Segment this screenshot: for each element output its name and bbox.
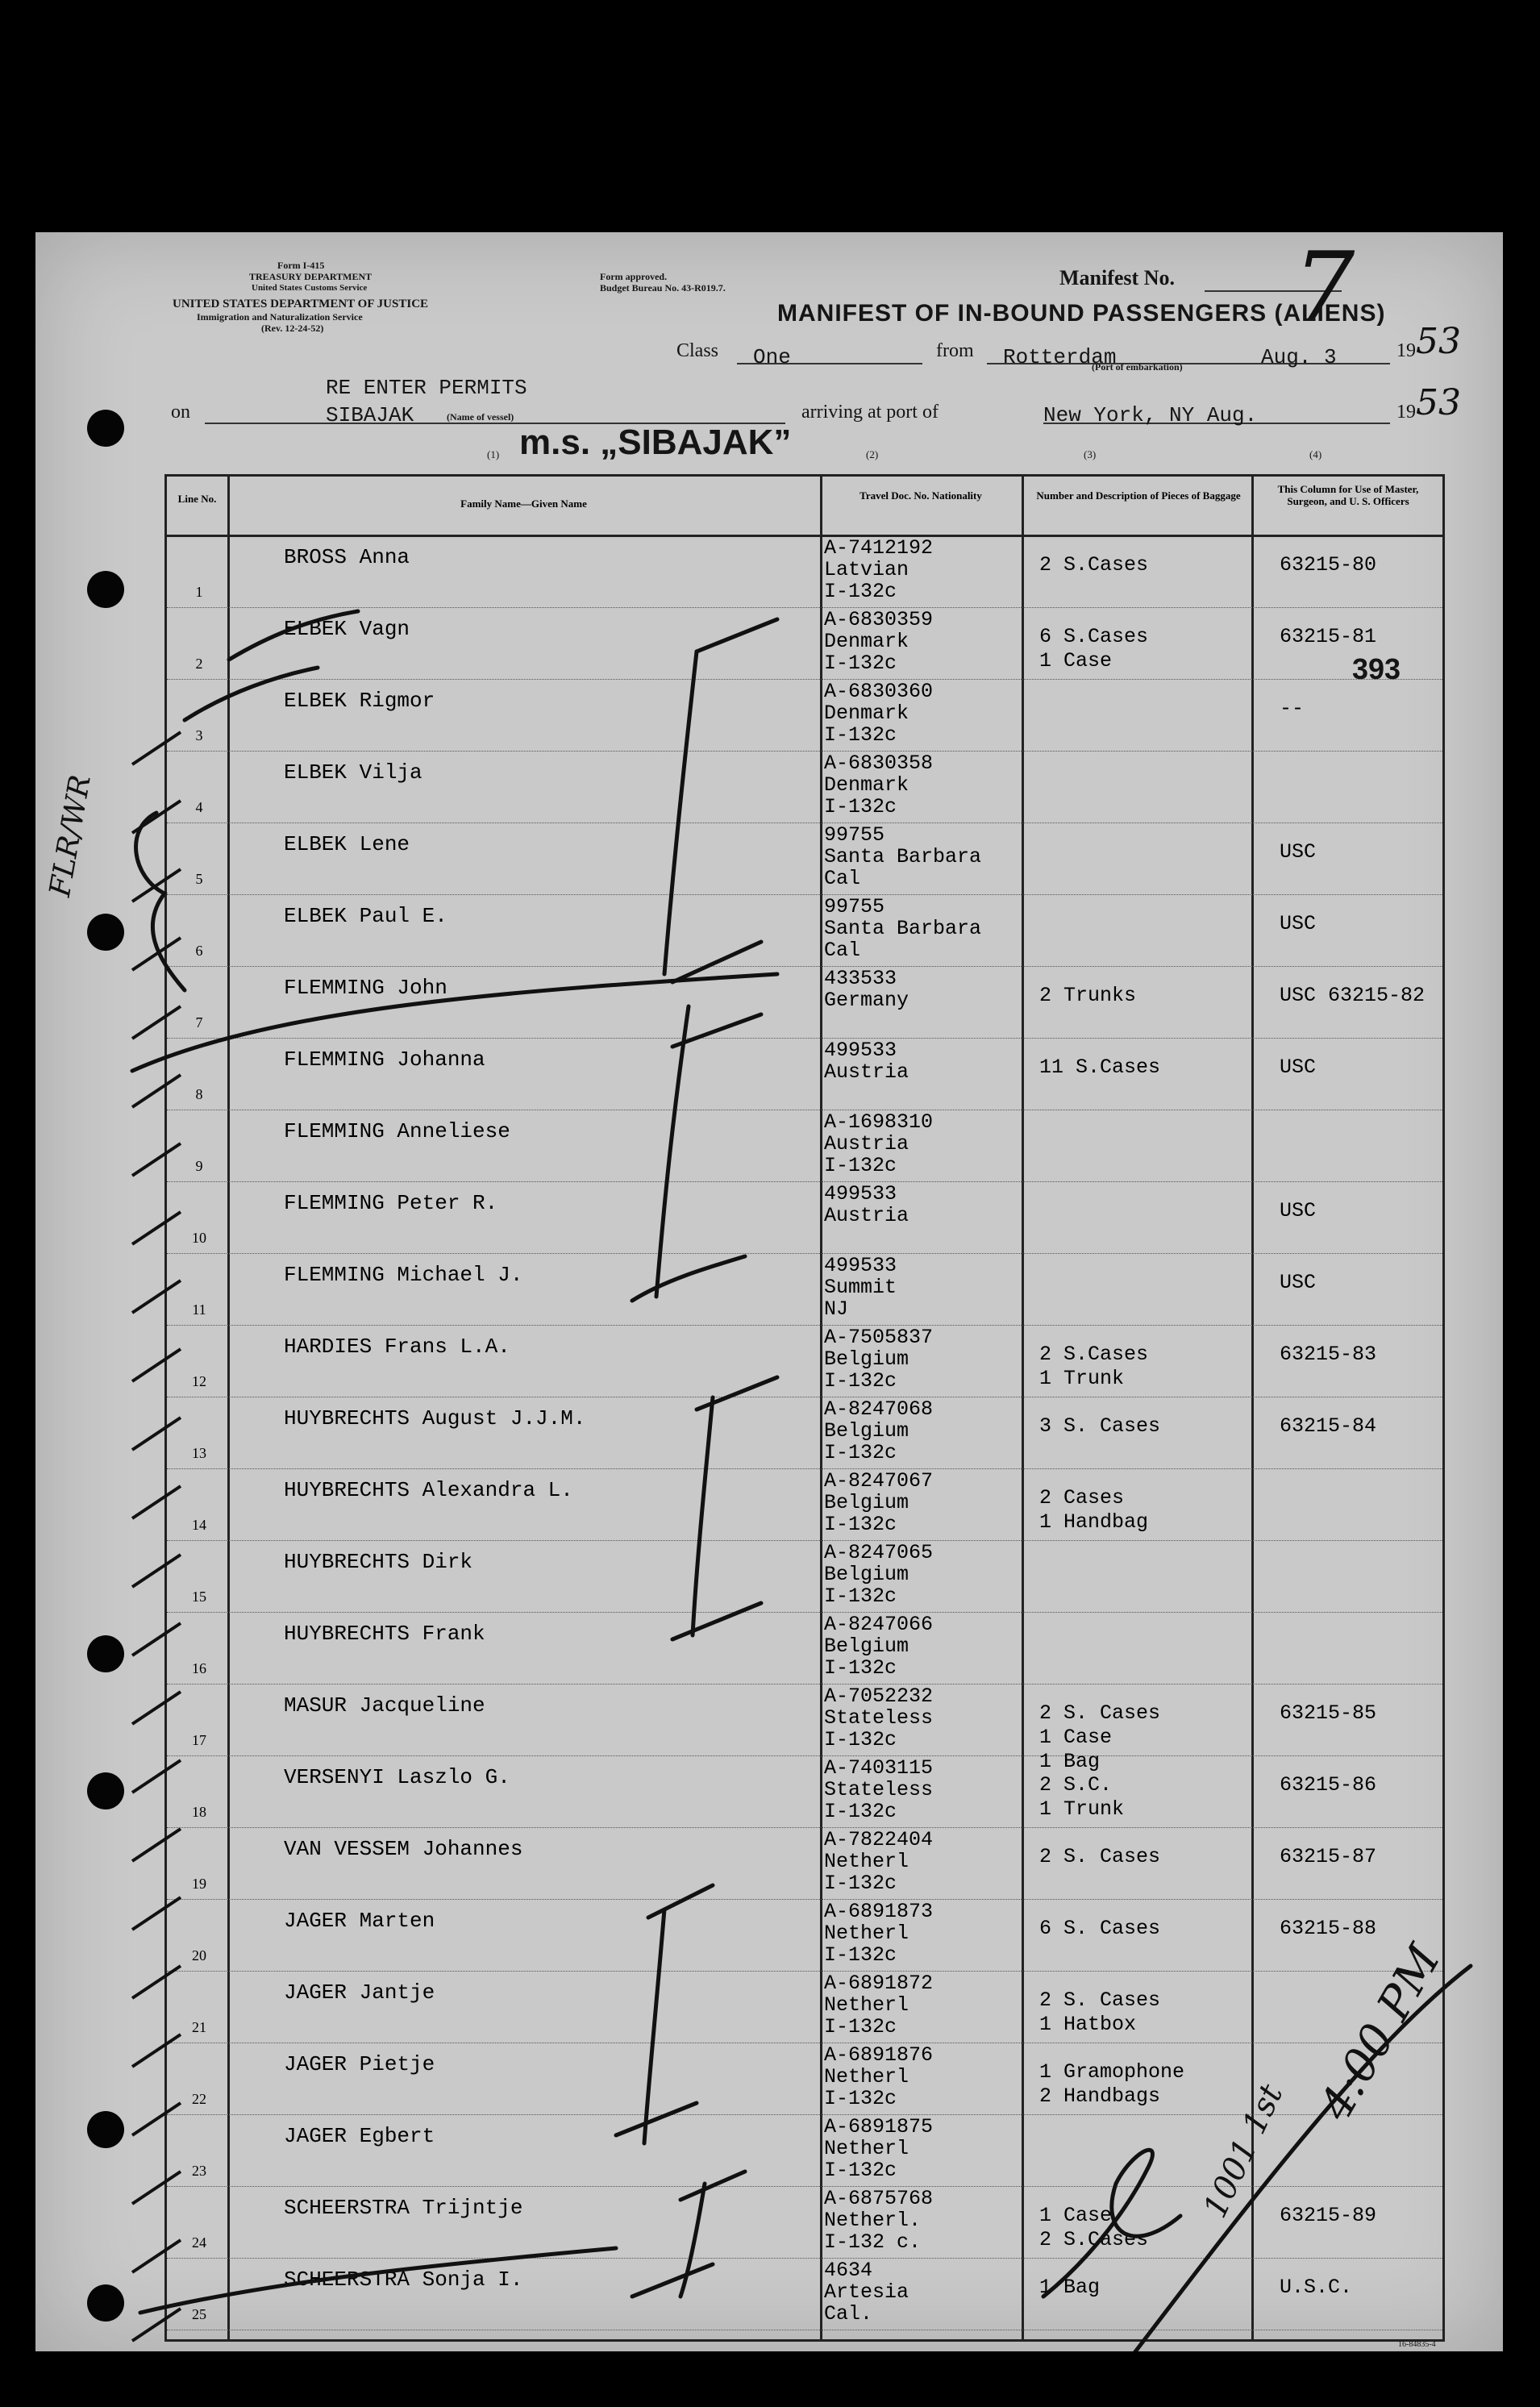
travel-doc-line: I-132c — [824, 580, 897, 603]
arriving-label: arriving at port of — [801, 402, 939, 423]
table-row — [167, 1326, 1442, 1397]
officer-note: -- — [1280, 697, 1305, 720]
table-row — [167, 2259, 1442, 2330]
officer-note: 63215-81 — [1280, 625, 1377, 648]
passenger-name: JAGER Jantje — [284, 1980, 435, 2005]
year-prefix: 19 — [1396, 340, 1416, 361]
travel-doc-line: Belgium — [824, 1563, 909, 1586]
officer-note: 63215-80 — [1280, 553, 1377, 577]
travel-doc — [824, 2188, 933, 2253]
passenger-name: FLEMMING Peter R. — [284, 1191, 498, 1215]
line-number: 11 — [192, 1301, 206, 1318]
line-number: 12 — [192, 1373, 206, 1389]
table-row — [167, 537, 1442, 608]
baggage — [1039, 2204, 1148, 2252]
passenger-name: FLEMMING Anneliese — [284, 1119, 510, 1143]
travel-doc-line: I-132c — [824, 1441, 897, 1464]
baggage-line: 2 S. Cases — [1039, 1988, 1161, 2012]
travel-doc-line: Netherl — [824, 1850, 909, 1873]
travel-doc-line: I-132c — [824, 1872, 897, 1895]
table-row — [167, 609, 1442, 680]
travel-doc-line: Netherl — [824, 2137, 909, 2160]
line-number: 14 — [192, 1517, 206, 1533]
officer-note: USC — [1280, 840, 1317, 864]
line-number: 7 — [195, 1014, 203, 1031]
travel-doc-line: I-132c — [824, 2015, 897, 2038]
officer-note: U.S.C. — [1280, 2276, 1353, 2299]
table-row — [167, 1470, 1442, 1541]
stamp-393: 393 — [1352, 652, 1401, 685]
arrival-port: New York, NY Aug. — [1043, 403, 1258, 427]
table-row — [167, 2188, 1442, 2259]
passenger-name: FLEMMING Michael J. — [284, 1263, 523, 1287]
line-number: 18 — [192, 1804, 206, 1820]
line-number: 9 — [195, 1158, 203, 1174]
travel-doc — [824, 1685, 933, 1751]
officer-note: USC 63215-82 — [1280, 984, 1426, 1007]
arrival-year: 53 — [1416, 382, 1461, 423]
col-baggage: Number and Description of Pieces of Baggage — [1036, 489, 1241, 502]
line-number: 17 — [192, 1732, 206, 1748]
line-number: 2 — [195, 656, 203, 672]
baggage-line: 2 Handbags — [1039, 2084, 1161, 2108]
ins-service: Immigration and Naturalization Service — [197, 311, 363, 323]
passenger-name: HUYBRECHTS August J.J.M. — [284, 1406, 586, 1430]
binder-hole — [87, 2111, 124, 2148]
col-marker-2: (2) — [866, 448, 879, 460]
table-row — [167, 1757, 1442, 1828]
table-row — [167, 1972, 1442, 2043]
from-label: from — [936, 340, 974, 361]
passenger-name: JAGER Pietje — [284, 2052, 435, 2076]
arrival-year-prefix: 19 — [1396, 402, 1416, 423]
travel-doc — [824, 1470, 933, 1535]
line-number: 16 — [192, 1660, 206, 1676]
travel-doc-line: A-6875768 — [824, 2187, 934, 2210]
travel-doc-line: I-132c — [824, 1154, 897, 1177]
baggage-line: 2 S.Cases — [1039, 1343, 1149, 1366]
travel-doc-line: 99755 — [824, 823, 885, 847]
baggage-line: 1 Case — [1039, 1726, 1113, 1749]
department-of-justice: UNITED STATES DEPARTMENT OF JUSTICE — [173, 298, 429, 310]
travel-doc-line: A-6891875 — [824, 2115, 934, 2138]
manifest-no-value: 7 — [1293, 232, 1355, 344]
travel-doc-line: Netherl — [824, 1922, 909, 1945]
travel-doc-line: Stateless — [824, 1706, 934, 1730]
officer-note: 63215-86 — [1280, 1773, 1377, 1797]
baggage-line: 1 Trunk — [1039, 1367, 1125, 1390]
travel-doc — [824, 1757, 933, 1822]
travel-doc — [824, 968, 909, 1011]
passenger-name: ELBEK Paul E. — [284, 904, 447, 928]
travel-doc-line: A-6891876 — [824, 2043, 934, 2067]
travel-doc — [824, 1255, 897, 1320]
form-revision: (Rev. 12-24-52) — [261, 323, 324, 334]
passenger-name: SCHEERSTRA Sonja I. — [284, 2267, 523, 2292]
travel-doc-line: A-8247065 — [824, 1541, 934, 1564]
officer-note: 63215-88 — [1280, 1917, 1377, 1940]
travel-doc — [824, 1398, 933, 1464]
travel-doc-line: Santa Barbara — [824, 917, 982, 940]
travel-doc-line: A-7412192 — [824, 536, 934, 560]
travel-doc-line: I-132c — [824, 1728, 897, 1751]
travel-doc-line: Austria — [824, 1204, 909, 1227]
table-row — [167, 1542, 1442, 1613]
travel-doc-line: A-6891873 — [824, 1900, 934, 1923]
travel-doc-line: Netherl — [824, 2065, 909, 2088]
class-value: One — [753, 345, 791, 369]
line-number: 1 — [195, 584, 203, 600]
officer-note: USC — [1280, 912, 1317, 935]
passenger-table — [164, 474, 1445, 2342]
travel-doc-line: Austria — [824, 1132, 909, 1156]
passenger-name: BROSS Anna — [284, 545, 410, 569]
budget-bureau: Budget Bureau No. 43-R019.7. — [600, 282, 726, 294]
travel-doc-line: Germany — [824, 989, 909, 1012]
travel-doc-line: Summit — [824, 1276, 897, 1299]
officer-note: USC — [1280, 1056, 1317, 1079]
passenger-name: JAGER Egbert — [284, 2124, 435, 2148]
passenger-name: SCHEERSTRA Trijntje — [284, 2196, 523, 2220]
officer-note: 63215-83 — [1280, 1343, 1377, 1366]
travel-doc-line: Cal — [824, 939, 861, 962]
printer-code: 16-84835-4 — [1398, 2340, 1436, 2349]
vessel-name: SIBAJAK — [326, 403, 414, 427]
table-row — [167, 824, 1442, 895]
travel-doc — [824, 752, 933, 818]
travel-doc — [824, 1614, 933, 1679]
table-row — [167, 1255, 1442, 1326]
travel-doc-line: I-132c — [824, 723, 897, 747]
binder-hole — [87, 1635, 124, 1672]
line-number: 23 — [192, 2163, 206, 2179]
travel-doc-line: Latvian — [824, 558, 909, 581]
travel-doc-line: A-6891872 — [824, 1972, 934, 1995]
travel-doc-line: 499533 — [824, 1039, 897, 1062]
baggage-line: 1 Gramophone — [1039, 2060, 1185, 2084]
baggage — [1039, 984, 1136, 1008]
binder-hole — [87, 410, 124, 447]
travel-doc-line: NJ — [824, 1297, 849, 1321]
line-number: 20 — [192, 1947, 206, 1963]
travel-doc-line: I-132c — [824, 652, 897, 675]
travel-doc-line: A-6830358 — [824, 752, 934, 775]
manifest-no-label: Manifest No. — [1059, 266, 1175, 289]
binder-hole — [87, 571, 124, 608]
table-row — [167, 752, 1442, 823]
travel-doc-line: Cal. — [824, 2302, 873, 2326]
vessel-caption: (Name of vessel) — [447, 411, 514, 423]
travel-doc — [824, 537, 933, 602]
travel-doc-line: I-132c — [824, 1656, 897, 1680]
travel-doc — [824, 2259, 909, 2325]
travel-doc — [824, 1039, 909, 1083]
baggage — [1039, 1414, 1160, 1439]
treasury-department: TREASURY DEPARTMENT — [249, 271, 373, 282]
embarkation-port: Rotterdam — [1003, 345, 1117, 369]
year-value: 53 — [1416, 321, 1461, 362]
line-number: 3 — [195, 727, 203, 743]
travel-doc-line: A-7505837 — [824, 1326, 934, 1349]
travel-doc-line: A-8247068 — [824, 1397, 934, 1421]
travel-doc — [824, 1326, 933, 1392]
travel-doc-line: Austria — [824, 1060, 909, 1084]
travel-doc — [824, 1111, 933, 1176]
col-line-no: Line No. — [177, 493, 217, 505]
baggage-line: 6 S. Cases — [1039, 1917, 1161, 1940]
baggage — [1039, 1988, 1160, 2037]
officer-note: USC — [1280, 1199, 1317, 1222]
col-travel-doc: Travel Doc. No. Nationality — [859, 489, 982, 502]
baggage-line: 2 Cases — [1039, 1486, 1125, 1510]
passenger-name: VAN VESSEM Johannes — [284, 1837, 523, 1861]
col-marker-1: (1) — [487, 448, 500, 460]
travel-doc-line: I-132c — [824, 2159, 897, 2182]
travel-doc-line: I-132c — [824, 1369, 897, 1393]
baggage — [1039, 1486, 1148, 1535]
time-note: 4:00 PM — [1309, 1936, 1451, 2130]
officer-note: USC — [1280, 1271, 1317, 1294]
col-marker-4: (4) — [1309, 448, 1322, 460]
passenger-name: JAGER Marten — [284, 1909, 435, 1933]
baggage-line: 1 Case — [1039, 2204, 1113, 2227]
passenger-name: HUYBRECHTS Frank — [284, 1622, 485, 1646]
customs-service: United States Customs Service — [252, 283, 368, 293]
baggage — [1039, 625, 1148, 673]
on-label: on — [171, 402, 190, 423]
baggage — [1039, 1917, 1160, 1941]
baggage-line: 2 Trunks — [1039, 984, 1137, 1007]
baggage — [1039, 1056, 1160, 1080]
baggage-line: 2 S.Cases — [1039, 553, 1149, 577]
line-number: 10 — [192, 1230, 206, 1246]
table-row — [167, 1039, 1442, 1110]
line-number: 22 — [192, 2091, 206, 2107]
baggage-line: 1 Hatbox — [1039, 2013, 1137, 2036]
travel-doc-line: Santa Barbara — [824, 845, 982, 868]
travel-doc-line: I-132c — [824, 2087, 897, 2110]
margin-note: FLR/WR — [44, 772, 98, 900]
travel-doc-line: Denmark — [824, 630, 909, 653]
travel-doc-line: I-132c — [824, 1800, 897, 1823]
table-row — [167, 1398, 1442, 1469]
travel-doc-line: A-7822404 — [824, 1828, 934, 1851]
travel-doc-line: I-132c — [824, 1943, 897, 1967]
class-label: Class — [676, 340, 719, 361]
travel-doc-line: 499533 — [824, 1182, 897, 1206]
travel-doc — [824, 681, 933, 746]
baggage-line: 1 Bag — [1039, 2276, 1101, 2299]
line-number: 4 — [195, 799, 203, 815]
travel-doc-line: I-132c — [824, 1585, 897, 1608]
baggage-line: 6 S.Cases — [1039, 625, 1149, 648]
travel-doc — [824, 1183, 909, 1226]
travel-doc-line: Denmark — [824, 773, 909, 797]
passenger-name: MASUR Jacqueline — [284, 1693, 485, 1718]
departure-date: Aug. 3 — [1261, 345, 1337, 369]
baggage-line: 2 S.Cases — [1039, 2228, 1149, 2251]
binder-hole — [87, 2284, 124, 2322]
table-row — [167, 1111, 1442, 1182]
col-family-name: Family Name—Given Name — [460, 498, 587, 510]
travel-doc-line: A-8247067 — [824, 1469, 934, 1493]
passenger-name: ELBEK Vagn — [284, 617, 410, 641]
table-row — [167, 1614, 1442, 1684]
baggage — [1039, 553, 1148, 577]
officer-note: 63215-89 — [1280, 2204, 1377, 2227]
binder-hole — [87, 1772, 124, 1809]
line-number: 19 — [192, 1876, 206, 1892]
travel-doc-line: Denmark — [824, 702, 909, 725]
travel-doc — [824, 2044, 933, 2109]
passenger-name: ELBEK Vilja — [284, 760, 422, 785]
baggage — [1039, 2060, 1184, 2109]
travel-doc-line: Cal — [824, 867, 861, 890]
travel-doc — [824, 2116, 933, 2181]
travel-doc-line: Belgium — [824, 1347, 909, 1371]
passenger-name: HARDIES Frans L.A. — [284, 1335, 510, 1359]
baggage — [1039, 2276, 1100, 2300]
table-row — [167, 968, 1442, 1039]
baggage-line: 3 S. Cases — [1039, 1414, 1161, 1438]
travel-doc-line: I-132 c. — [824, 2230, 922, 2254]
passenger-name: ELBEK Lene — [284, 832, 410, 856]
line-number: 21 — [192, 2019, 206, 2035]
travel-doc-line: I-132c — [824, 795, 897, 818]
line-number: 13 — [192, 1445, 206, 1461]
travel-doc — [824, 609, 933, 674]
travel-doc-line: A-7052232 — [824, 1684, 934, 1708]
baggage-line: 2 S.C. — [1039, 1773, 1113, 1797]
table-row — [167, 1901, 1442, 1972]
line-number: 8 — [195, 1086, 203, 1102]
travel-doc-line: A-7403115 — [824, 1756, 934, 1780]
re-enter-permits: RE ENTER PERMITS — [326, 376, 527, 400]
travel-doc-line: 4634 — [824, 2259, 873, 2282]
travel-doc-line: Netherl — [824, 1993, 909, 2017]
travel-doc-line: Belgium — [824, 1491, 909, 1514]
line-number: 5 — [195, 871, 203, 887]
travel-doc — [824, 1829, 933, 1894]
passenger-name: VERSENYI Laszlo G. — [284, 1765, 510, 1789]
travel-doc-line: A-6830359 — [824, 608, 934, 631]
form-number: Form I-415 — [277, 260, 325, 271]
baggage-line: 1 Handbag — [1039, 1510, 1149, 1534]
table-row — [167, 681, 1442, 752]
travel-doc-line: Belgium — [824, 1419, 909, 1443]
baggage-line: 11 S.Cases — [1039, 1056, 1161, 1079]
binder-hole — [87, 914, 124, 951]
travel-doc-line: 433533 — [824, 967, 897, 990]
travel-doc-line: A-8247066 — [824, 1613, 934, 1636]
passenger-name: HUYBRECHTS Alexandra L. — [284, 1478, 573, 1502]
line-number: 24 — [192, 2234, 206, 2251]
date-note: 1001 1st — [1197, 2078, 1291, 2224]
travel-doc — [824, 896, 981, 961]
travel-doc — [824, 824, 981, 889]
passenger-name: FLEMMING John — [284, 976, 447, 1000]
baggage-line: 1 Trunk — [1039, 1797, 1125, 1821]
line-number: 15 — [192, 1589, 206, 1605]
travel-doc-line: Stateless — [824, 1778, 934, 1801]
passenger-name: FLEMMING Johanna — [284, 1047, 485, 1072]
officer-note: 63215-85 — [1280, 1701, 1377, 1725]
officer-note: 63215-84 — [1280, 1414, 1377, 1438]
travel-doc-line: Artesia — [824, 2280, 909, 2304]
baggage — [1039, 1845, 1160, 1869]
travel-doc-line: Belgium — [824, 1635, 909, 1658]
passenger-name: ELBEK Rigmor — [284, 689, 435, 713]
line-number: 6 — [195, 943, 203, 959]
travel-doc-line: I-132c — [824, 1513, 897, 1536]
col-officers: This Column for Use of Master, Surgeon, and U. S. Officers — [1277, 483, 1419, 507]
travel-doc — [824, 1901, 933, 1966]
table-row — [167, 1829, 1442, 1900]
travel-doc-line: 499533 — [824, 1254, 897, 1277]
baggage-line: 1 Bag — [1039, 1750, 1101, 1773]
baggage — [1039, 1343, 1148, 1391]
travel-doc — [824, 1542, 933, 1607]
baggage-line: 2 S. Cases — [1039, 1845, 1161, 1868]
col-marker-3: (3) — [1084, 448, 1097, 460]
baggage-line: 1 Case — [1039, 649, 1113, 673]
travel-doc-line: A-6830360 — [824, 680, 934, 703]
travel-doc-line: A-1698310 — [824, 1110, 934, 1134]
manifest-sheet — [35, 232, 1503, 2351]
line-number: 25 — [192, 2306, 206, 2322]
baggage — [1039, 1773, 1124, 1822]
manifest-title: MANIFEST OF IN-BOUND PASSENGERS (ALIENS) — [777, 300, 1386, 327]
passenger-name: HUYBRECHTS Dirk — [284, 1550, 473, 1574]
officer-note: 63215-87 — [1280, 1845, 1377, 1868]
table-row — [167, 896, 1442, 967]
travel-doc-line: Netherl. — [824, 2209, 922, 2232]
table-row — [167, 1183, 1442, 1254]
embarkation-caption: (Port of embarkation) — [1092, 361, 1183, 373]
vessel-stamp: m.s. „SIBAJAK” — [519, 423, 792, 462]
travel-doc-line: 99755 — [824, 895, 885, 918]
baggage-line: 2 S. Cases — [1039, 1701, 1161, 1725]
travel-doc — [824, 1972, 933, 2038]
form-approved: Form approved. — [600, 271, 668, 282]
